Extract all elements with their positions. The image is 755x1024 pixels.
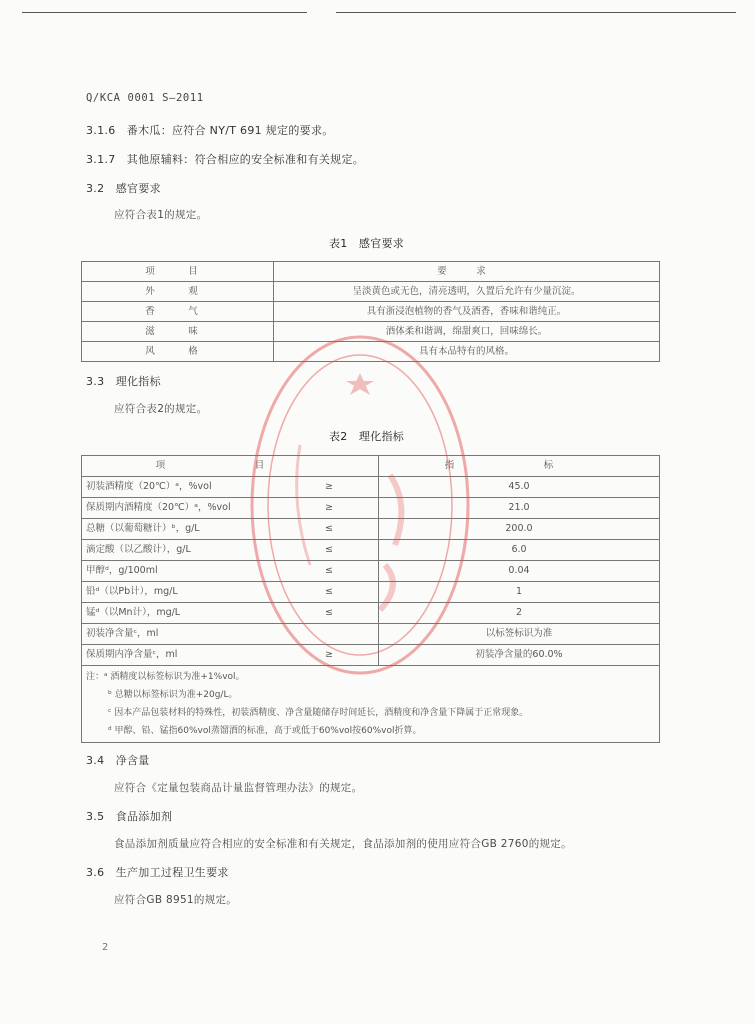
section-3-2-title: 3.2 感官要求: [86, 182, 161, 195]
table-cell: ≤: [280, 561, 379, 582]
table1-caption: 表1 感官要求: [329, 237, 405, 250]
table-cell: 铅ᵈ（以Pb计），mg/L: [82, 582, 281, 603]
standard-code: Q/KCA 0001 S—2011: [86, 92, 204, 104]
table-row: [82, 519, 660, 540]
note-b: ᵇ 总糖以标签标识为准+20g/L。: [108, 690, 238, 700]
table-cell: 具有浙浸泡植物的香气及酒香，香味和谐纯正。: [274, 302, 660, 322]
table-header-row: [82, 456, 660, 477]
table-cell: [280, 624, 379, 645]
table-row: [82, 282, 660, 302]
table-header-cell: 要 求: [274, 262, 660, 282]
table-cell: 200.0: [379, 519, 660, 540]
table2-caption: 表2 理化指标: [329, 430, 405, 443]
table-cell: 总糖（以葡萄糖计）ᵇ，g/L: [82, 519, 281, 540]
section-3-5-text: 食品添加剂质量应符合相应的安全标准和有关规定，食品添加剂的使用应符合GB 2760的规定。: [114, 838, 572, 850]
table-notes: [82, 666, 660, 743]
section-3-3-title: 3.3 理化指标: [86, 375, 161, 388]
table-header-cell: 项 目: [82, 456, 379, 477]
section-3-2-text: 应符合表1的规定。: [114, 209, 208, 221]
section-3-1-7: 3.1.7 其他原辅料：符合相应的安全标准和有关规定。: [86, 153, 365, 166]
table-row: [82, 645, 660, 666]
table-cell: 2: [379, 603, 660, 624]
sensory-table: [81, 261, 660, 362]
table-row: [82, 342, 660, 362]
table-cell: 45.0: [379, 477, 660, 498]
table-cell: 甲醇ᵈ，g/100ml: [82, 561, 281, 582]
table-header-cell: 指 标: [379, 456, 660, 477]
note-c: ᶜ 因本产品包装材料的特殊性，初装酒精度、净含量随储存时间延长，酒精度和净含量下降属于正常现象。: [108, 708, 529, 718]
table-cell: ≤: [280, 519, 379, 540]
table-cell: 保质期内净含量ᶜ，ml: [82, 645, 281, 666]
section-3-1-6: 3.1.6 番木瓜：应符合 NY/T 691 规定的要求。: [86, 124, 334, 137]
table-cell: 0.04: [379, 561, 660, 582]
table-row: [82, 603, 660, 624]
note-d: ᵈ 甲醇、铅、锰指60%vol蒸馏酒的标准，高于或低于60%vol按60%vol折算。: [108, 726, 422, 736]
table-cell: ≥: [280, 645, 379, 666]
section-3-3-text: 应符合表2的规定。: [114, 403, 208, 415]
table-cell: 初装酒精度（20℃）ᵃ，%vol: [82, 477, 281, 498]
table-cell: ≥: [280, 477, 379, 498]
table-cell: 21.0: [379, 498, 660, 519]
section-3-6-title: 3.6 生产加工过程卫生要求: [86, 866, 229, 879]
table-cell: 锰ᵈ（以Mn计），mg/L: [82, 603, 281, 624]
table-row: [82, 322, 660, 342]
table-cell: 1: [379, 582, 660, 603]
table-cell: ≤: [280, 582, 379, 603]
table-cell: 滋 味: [82, 322, 274, 342]
table-row: [82, 582, 660, 603]
section-3-4-title: 3.4 净含量: [86, 754, 150, 767]
table-cell: 以标签标识为准: [379, 624, 660, 645]
top-rule-left: [22, 12, 307, 13]
table-cell: 香 气: [82, 302, 274, 322]
physicochemical-table: [81, 455, 660, 743]
table-header-cell: 项 目: [82, 262, 274, 282]
table-cell: 6.0: [379, 540, 660, 561]
section-3-4-text: 应符合《定量包装商品计量监督管理办法》的规定。: [114, 782, 363, 794]
table-cell: 外 观: [82, 282, 274, 302]
note-a: 注：ᵃ 酒精度以标签标识为准+1%vol。: [86, 672, 245, 682]
top-rule-right: [336, 12, 736, 13]
table-cell: 具有本品特有的风格。: [274, 342, 660, 362]
section-3-6-text: 应符合GB 8951的规定。: [114, 894, 238, 906]
table-row: [82, 561, 660, 582]
table-header-row: [82, 262, 660, 282]
table-row: [82, 477, 660, 498]
table-cell: ≥: [280, 498, 379, 519]
table-cell: ≤: [280, 603, 379, 624]
table-cell: 保质期内酒精度（20℃）ᵃ，%vol: [82, 498, 281, 519]
table-cell: 滴定酸（以乙酸计），g/L: [82, 540, 281, 561]
table-notes-row: [82, 666, 660, 743]
table-row: [82, 302, 660, 322]
table-row: [82, 540, 660, 561]
table-cell: ≤: [280, 540, 379, 561]
table-cell: 初装净含量的60.0%: [379, 645, 660, 666]
table-row: [82, 624, 660, 645]
table-cell: 酒体柔和谐调，绵甜爽口，回味绵长。: [274, 322, 660, 342]
table-row: [82, 498, 660, 519]
table-cell: 呈淡黄色或无色，清亮透明，久置后允许有少量沉淀。: [274, 282, 660, 302]
stamp-star-icon: [346, 373, 374, 395]
page-number: 2: [102, 942, 109, 953]
table-cell: 初装净含量ᶜ，ml: [82, 624, 281, 645]
table-cell: 风 格: [82, 342, 274, 362]
section-3-5-title: 3.5 食品添加剂: [86, 810, 173, 823]
